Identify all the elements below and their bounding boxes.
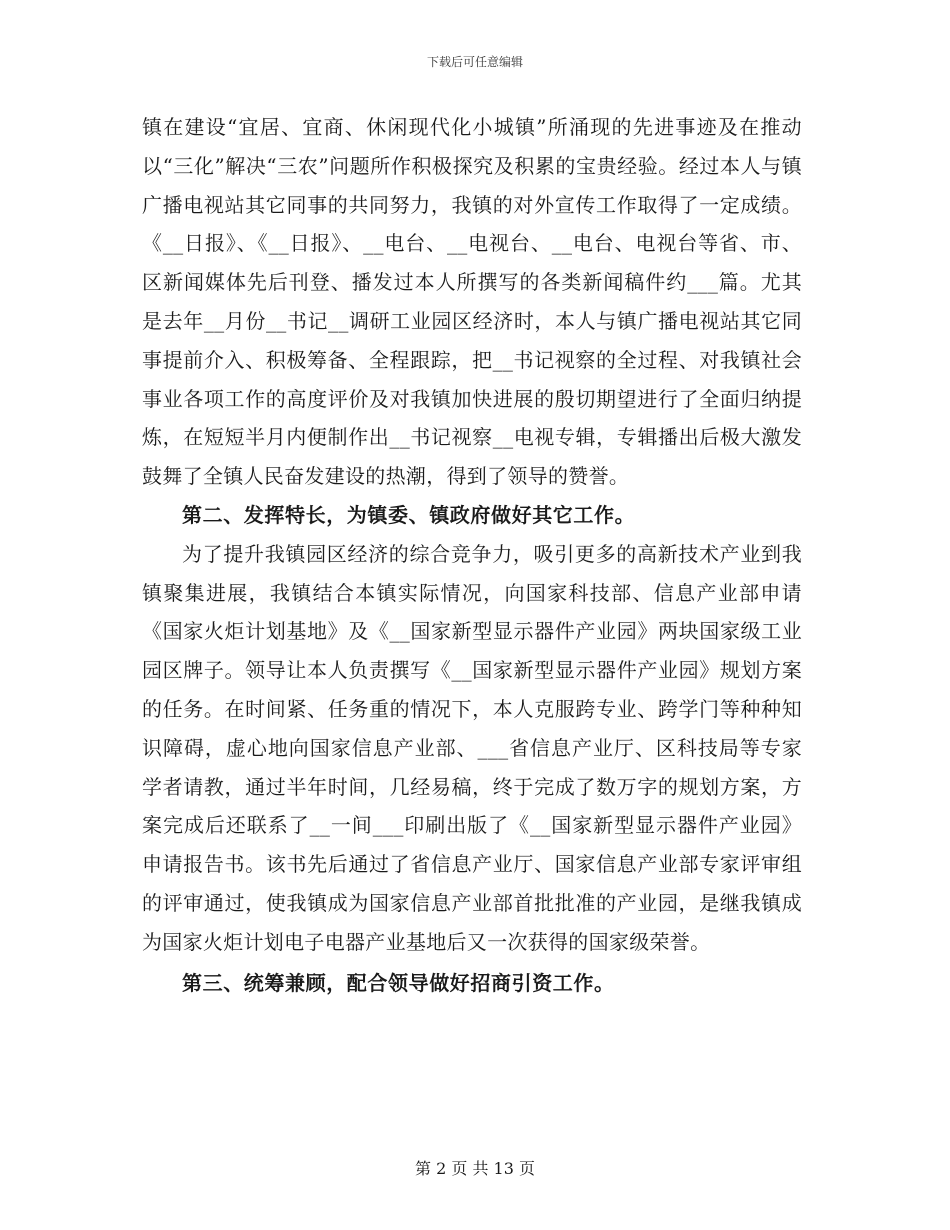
page-number: 第 2 页 共 13 页	[415, 1159, 535, 1178]
section-heading-2: 第二、发挥特长，为镇委、镇政府做好其它工作。	[182, 502, 636, 527]
page-header-note: 下载后可任意编辑	[426, 55, 523, 69]
section-heading-3: 第三、统筹兼顾，配合领导做好招商引资工作。	[182, 970, 615, 995]
paragraph: 为了提升我镇园区经济的综合竞争力，吸引更多的高新技术产业到我镇聚集进展，我镇结合本镇实际情况，向国家科技部、信息产业部申请《国家火炬计划基地》及《__国家新型显示器件产业园》两块国家级工业园区牌子。领导让本人负责撰写《__国家新型显示器件产业园》规划方案的任务。在时间紧、任务重的情况下，本人克服跨专业、跨学门等种种知识障碍，虚心地向国家信息产业部、___省信息产业厅、区科技局等专家学者请教，通过半年时间，几经易稿，终于完成了数万字的规划方案，方案完成后还联系了__一间___印刷出版了《__国家新型显示器件产业园》申请报告书。该书先后通过了省信息产业厅、国家信息产业部专家评审组的评审通过，使我镇成为国家信息产业部首批批准的产业园，是继我镇成为国家火炬计划电子电器产业基地后又一次获得的国家级荣誉。	[142, 541, 802, 954]
document-body	[142, 108, 802, 1002]
paragraph-continued: 镇在建设“宜居、宜商、休闲现代化小城镇”所涌现的先进事迹及在推动以“三化”解决“三农”问题所作积极探究及积累的宝贵经验。经过本人与镇广播电视站其它同事的共同努力，我镇的对外宣传工作取得了一定成绩。《__日报》、《__日报》、__电台、__电视台、__电台、电视台等省、市、区新闻媒体先后刊登、播发过本人所撰写的各类新闻稿件约___篇。尤其是去年__月份__书记__调研工业园区经济时，本人与镇广播电视站其它同事提前介入、积极筹备、全程跟踪，把__书记视察的全过程、对我镇社会事业各项工作的高度评价及对我镇加快进展的殷切期望进行了全面归纳提炼，在短短半月内便制作出__书记视察__电视专辑，专辑播出后极大激发鼓舞了全镇人民奋发建设的热潮，得到了领导的赞誉。	[142, 115, 802, 489]
